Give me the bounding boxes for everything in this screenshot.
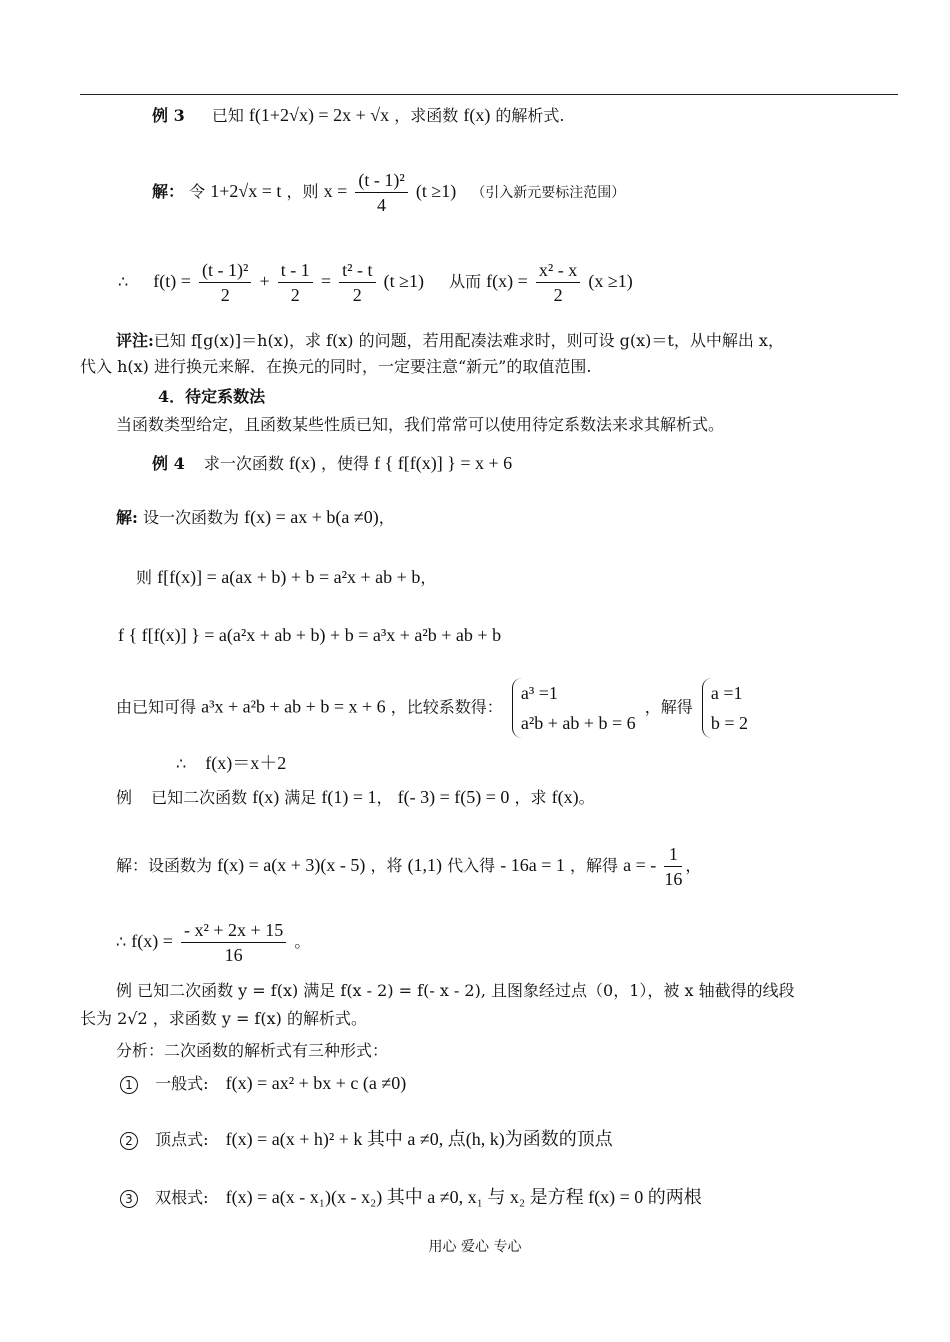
example-6-line-2: 长为 2√2 ，求函数 y = f(x) 的解析式。 <box>80 1009 367 1028</box>
solution-4-result: ∴ f(x)＝x＋2 <box>176 753 287 773</box>
form-two-root: 3 双根式: f(x) = a(x - x₁)(x - x₂) 其中 a ≠0, x₁ 与 x₂ 是方程 f(x) = 0 的两根 <box>120 1186 702 1209</box>
solution-4-compare: 由已知可得 a³x + a²b + ab + b = x + 6 ，比较系数得： a³ =1 a²b + ab + b = 6 ，解得 a =1 b = 2 <box>116 678 752 738</box>
solution-5-result: ∴ f(x) = $\frac{\text{- x² + 2x + 15}}{16}$ 。 <box>116 920 311 965</box>
fraction: $\frac{\text{(t - 1)²}}{4}$ <box>355 168 407 217</box>
therefore-3-line: ∴ f(t) = $\frac{\text{(t - 1)²}}{2}$ + $\frac{t - 1}{2}$ = $\frac{\text{t² - t}}{2}$ (t ≥1) 从而 f(x) = $\frac{\text{x² - x}}{2}$ (x ≥1) <box>118 260 633 305</box>
solution-4-line: 解: 设一次函数为 f(x) = ax + b(a ≠0)， <box>116 507 395 527</box>
header-rule <box>80 94 898 95</box>
equation-system: a³ =1 a²b + ab + b = 6 <box>512 678 636 738</box>
solution-4-eq3: f { f[f(x)] } = a(a²x + ab + b) + b = a³x + a²b + ab + b <box>118 625 502 645</box>
circled-number: 3 <box>120 1190 138 1208</box>
circled-number: 1 <box>120 1076 138 1094</box>
section-intro: 当函数类型给定，且函数某些性质已知，我们常常可以使用待定系数法来求其解析式。 <box>116 415 725 434</box>
section-title: 4．待定系数法 <box>158 387 266 406</box>
comment-line-1: 评注:已知 f[g(x)]＝h(x)，求 f(x) 的问题，若用配凑法难求时，则可设 g(x)＝t，从中解出 x， <box>116 331 784 350</box>
solution-5-line: 解：设函数为 f(x) = a(x + 3)(x - 5) ，将 (1,1) 代入得 - 16a = 1 ，解得 a = - $\frac{1}{16}$ ， <box>116 844 702 889</box>
solution-4-then: 则 f[f(x)] = a(ax + b) + b = a²x + ab + b， <box>136 567 437 587</box>
math-expression: f(1+2√x) = 2x + √x <box>248 105 390 125</box>
example-3-line: 例 3 已知 f(1+2√x) = 2x + √x ，求函数 f(x) 的解析式. <box>152 105 565 125</box>
comment-line-2: 代入 h(x) 进行换元来解．在换元的同时，一定要注意“新元”的取值范围. <box>80 357 592 376</box>
example-5-line: 例 已知二次函数 f(x) 满足 f(1) = 1， f(- 3) = f(5) = 0 ，求 f(x)。 <box>116 787 595 807</box>
example-4-line: 例 4 求一次函数 f(x) ，使得 f { f[f(x)] } = x + 6 <box>152 453 513 473</box>
circled-number: 2 <box>120 1132 138 1150</box>
page-footer: 用心 爱心 专心 <box>428 1239 522 1255</box>
example-6-line-1: 例 已知二次函数 y = f(x) 满足 f(x - 2) = f(- x - 2), 且图象经过点（0，1），被 x 轴截得的线段 <box>116 981 795 1000</box>
form-vertex: 2 顶点式: f(x) = a(x + h)² + k 其中 a ≠0, 点(h, k)为函数的顶点 <box>120 1128 613 1151</box>
form-general: 1 一般式: f(x) = ax² + bx + c (a ≠0) <box>120 1072 406 1095</box>
solution-system: a =1 b = 2 <box>702 678 748 738</box>
analysis-line: 分析：二次函数的解析式有三种形式： <box>116 1041 389 1060</box>
solution-3-line: 解： 令 1+2√x = t ，则 x = $\frac{\text{(t - 1)²}}{4}$ (t ≥1) （引入新元要标注范围） <box>152 170 626 215</box>
example-label: 例 3 <box>152 106 185 125</box>
